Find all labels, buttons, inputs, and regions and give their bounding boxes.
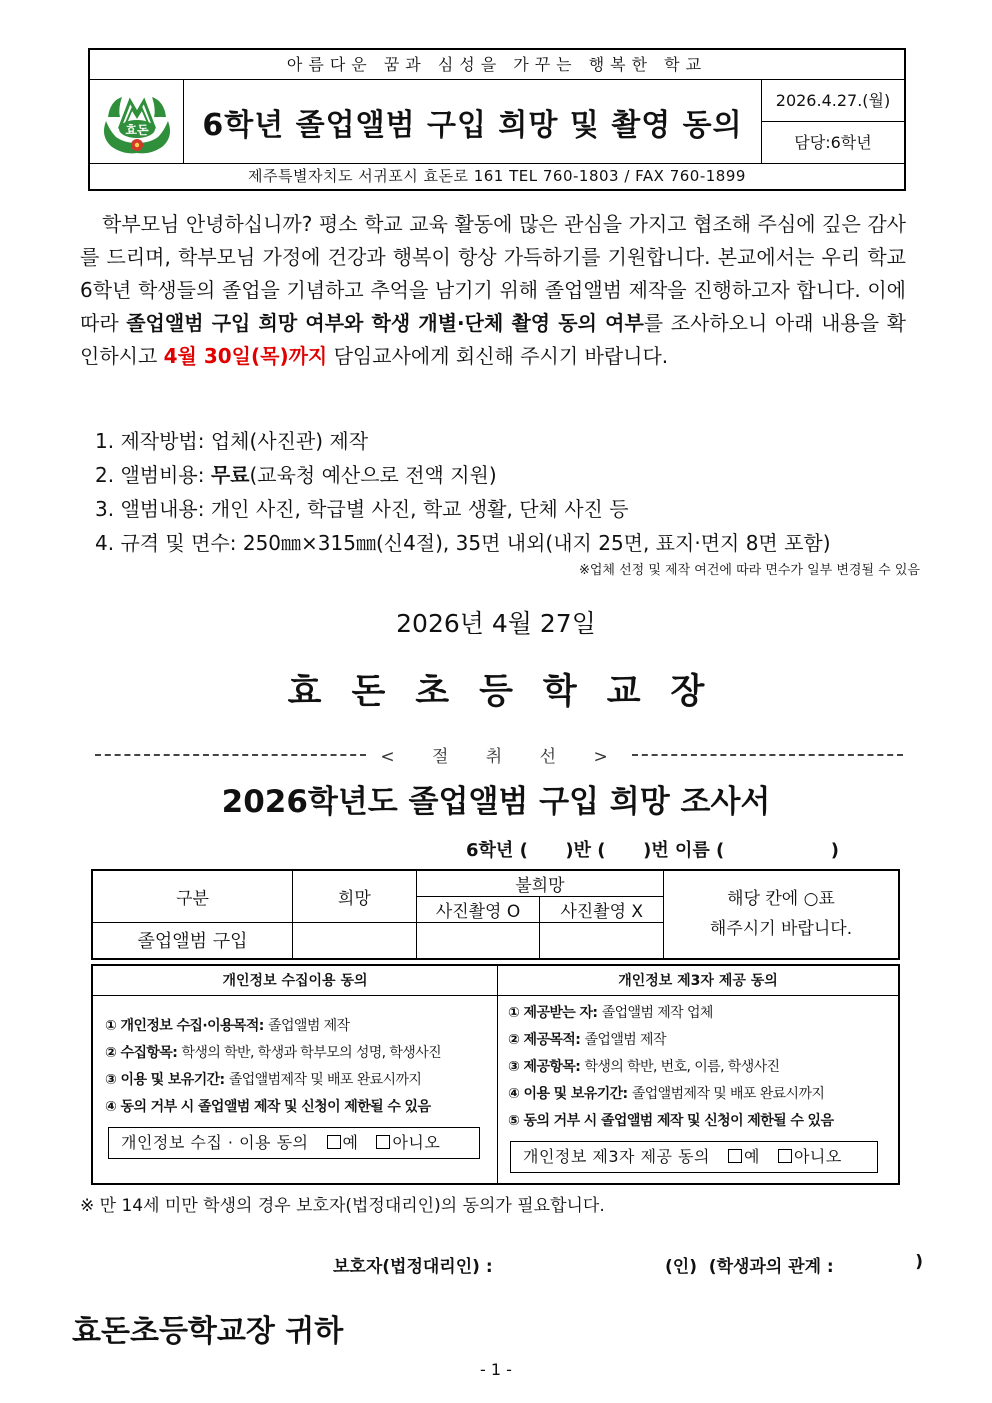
intro-text-3: 담임교사에게 회신해 주시기 바랍니다. bbox=[327, 344, 669, 368]
instruction-line-1: 해당 칸에 ○표 bbox=[727, 889, 835, 910]
checkbox-yes[interactable] bbox=[327, 1135, 341, 1149]
checkbox-no-label: 아니오 bbox=[793, 1147, 842, 1166]
consent-third-party-list bbox=[498, 996, 898, 1135]
checkbox-yes[interactable] bbox=[728, 1149, 742, 1163]
instruction-line-2: 해주시기 바랍니다. bbox=[709, 919, 853, 940]
header-photo-o: 사진촬영 O bbox=[416, 897, 540, 923]
list-item: 2. 앨범비용: 무료(교육청 예산으로 전액 지원) bbox=[95, 463, 497, 487]
consent-section bbox=[91, 964, 900, 1185]
header-main-row bbox=[90, 80, 904, 164]
guardian-seal-relation: (인) (학생과의 관계 : bbox=[665, 1257, 834, 1277]
photo-o-answer-cell[interactable] bbox=[416, 923, 540, 959]
consent-third-party-title: 개인정보 제3자 제공 동의 bbox=[498, 966, 898, 996]
list-item: ④ 이용 및 보유기간: 졸업앨범제작 및 배포 완료시까지 bbox=[508, 1086, 825, 1102]
row-label-album: 졸업앨범 구입 bbox=[92, 923, 292, 959]
guardian-signature-line bbox=[333, 1252, 923, 1332]
list-item: ② 제공목적: 졸업앨범 제작 bbox=[508, 1032, 666, 1048]
checkbox-yes-label: 예 bbox=[342, 1133, 359, 1152]
school-motto: 아름다운 꿈과 심성을 가꾸는 행복한 학교 bbox=[90, 50, 904, 80]
consent-third-party-column bbox=[498, 966, 898, 1183]
issue-date: 2026년 4월 27일 bbox=[396, 609, 596, 638]
consent-collection-label: 개인정보 수집 · 이용 동의 bbox=[121, 1133, 309, 1152]
page-count-note: ※업체 선정 및 제작 여건에 따라 면수가 일부 변경될 수 있음 bbox=[578, 563, 920, 578]
list-item: ② 수집항목: 학생의 학반, 학생과 학부모의 성명, 학생사진 bbox=[105, 1045, 442, 1061]
intro-paragraph bbox=[80, 208, 906, 373]
guardian-label: 보호자(법정대리인) : bbox=[333, 1257, 493, 1277]
header-category: 구분 bbox=[92, 870, 292, 923]
checkbox-no-label: 아니오 bbox=[392, 1133, 441, 1152]
intro-text-1: 학부모님 안녕하십니까? 평소 학교 교육 활동에 많은 관심을 가지고 협조해 주심에 깊은 감사를 드리며, 학부모님 가정에 건강과 행복이 항상 가득하기를 기원합니다. 본교에서는 우리 학교 6학년 학생들의 졸업을 기념하고 추억을 남기기 위해 졸업앨범 제작을 진행하고자 합니다. 이에 따라 bbox=[80, 212, 906, 335]
deadline-text: 4월 30일(목)까지 bbox=[163, 344, 328, 368]
survey-title: 2026학년도 졸업앨범 구입 희망 조사서 bbox=[221, 784, 771, 820]
list-item: ⑤ 동의 거부 시 졸업앨범 제작 및 신청이 제한될 수 있음 bbox=[508, 1113, 834, 1129]
school-address: 제주특별자치도 서귀포시 효돈로 161 TEL 760-1803 / FAX 760-1899 bbox=[248, 167, 746, 185]
cut-line-label: < 절 취 선 > bbox=[380, 747, 624, 767]
want-answer-cell[interactable] bbox=[292, 923, 416, 959]
instruction-cell bbox=[664, 870, 899, 959]
info-list bbox=[95, 424, 831, 560]
page-number: - 1 - bbox=[480, 1360, 512, 1379]
letter-header bbox=[88, 48, 906, 191]
list-item: ③ 제공항목: 학생의 학반, 번호, 이름, 학생사진 bbox=[508, 1059, 780, 1075]
principal-signature: 효돈초등학교장 bbox=[287, 672, 735, 712]
consent-third-party-label: 개인정보 제3자 제공 동의 bbox=[523, 1147, 710, 1166]
checkbox-no[interactable] bbox=[778, 1149, 792, 1163]
consent-third-party-checkbox-row bbox=[510, 1141, 878, 1173]
list-item: 4. 규격 및 면수: 250㎜×315㎜(신4절), 35면 내외(내지 25면, 표지·면지 8면 포함) bbox=[95, 531, 831, 555]
consent-collection-title: 개인정보 수집이용 동의 bbox=[93, 966, 497, 996]
document-title: 6학년 졸업앨범 구입 희망 및 촬영 동의 bbox=[184, 80, 762, 163]
header-meta bbox=[762, 80, 904, 163]
guardian-close-paren: ) bbox=[915, 1252, 923, 1272]
svg-text:효돈: 효돈 bbox=[124, 122, 149, 137]
list-item: ④ 동의 거부 시 졸업앨범 제작 및 신청이 제한될 수 있음 bbox=[105, 1099, 431, 1115]
school-logo-cell bbox=[90, 80, 184, 163]
checkbox-yes-label: 예 bbox=[744, 1147, 760, 1166]
list-item: ③ 이용 및 보유기간: 졸업앨범제작 및 배포 완료시까지 bbox=[105, 1072, 422, 1088]
photo-x-answer-cell[interactable] bbox=[540, 923, 664, 959]
cut-line bbox=[95, 742, 903, 767]
intro-text-2: 를 조사하오니 아래 내용을 확인하시고 bbox=[80, 311, 906, 368]
survey-table bbox=[91, 869, 900, 960]
document-owner: 담당:6학년 bbox=[794, 133, 872, 152]
school-emblem-icon bbox=[98, 87, 176, 157]
list-item: 3. 앨범내용: 개인 사진, 학급별 사진, 학교 생활, 단체 사진 등 bbox=[95, 497, 629, 521]
intro-emphasis: 졸업앨범 구입 희망 여부와 학생 개별·단체 촬영 동의 여부 bbox=[126, 311, 644, 335]
list-item: ① 개인정보 수집·이용목적: 졸업앨범 제작 bbox=[105, 1018, 350, 1034]
checkbox-no[interactable] bbox=[376, 1135, 390, 1149]
cut-line-dash-left bbox=[95, 754, 366, 756]
header-want: 희망 bbox=[292, 870, 416, 923]
header-photo-x: 사진촬영 X bbox=[540, 897, 664, 923]
student-info-line: 6학년 ( )반 ( )번 이름 ( ) bbox=[466, 840, 840, 861]
addressee: 효돈초등학교장 귀하 bbox=[72, 1314, 344, 1349]
document-date: 2026.4.27.(월) bbox=[762, 80, 904, 122]
consent-collection-checkbox-row bbox=[108, 1127, 480, 1159]
list-item: 1. 제작방법: 업체(사진관) 제작 bbox=[95, 429, 369, 453]
consent-collection-column bbox=[93, 966, 498, 1183]
header-not-want: 불희망 bbox=[416, 870, 663, 897]
cut-line-dash-right bbox=[632, 754, 903, 756]
list-item: ① 제공받는 자: 졸업앨범 제작 업체 bbox=[508, 1005, 713, 1021]
consent-collection-list bbox=[93, 996, 497, 1121]
guardian-consent-note: ※ 만 14세 미만 학생의 경우 보호자(법정대리인)의 동의가 필요합니다. bbox=[80, 1196, 605, 1216]
